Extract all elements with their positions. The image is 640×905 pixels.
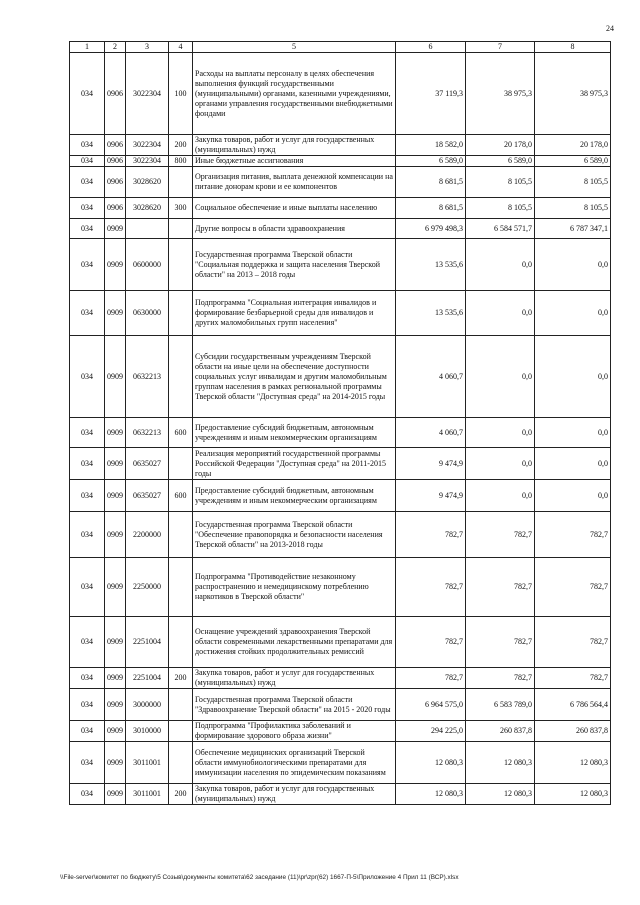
cell-description: Иные бюджетные ассигнования [193,156,396,167]
cell-description: Субсидии государственным учреждениям Тверской области на иные цели на обеспечение доступности социальных услуг инвалидам и другим маломобильным группам населения в рамках региональной программы Тверской области "Доступная среда" на 2014-2015 годы [193,336,396,418]
cell-amount-2016: 782,7 [466,617,535,668]
cell-amount-2015: 782,7 [396,512,466,558]
cell-expense-type [169,742,193,784]
cell-amount-2017: 38 975,3 [535,53,611,135]
cell-target-article: 0632213 [126,418,169,448]
cell-expense-type [169,689,193,721]
cell-amount-2017: 0,0 [535,239,611,291]
cell-grbs: 034 [70,668,105,689]
cell-amount-2016: 782,7 [466,558,535,617]
cell-amount-2017: 0,0 [535,418,611,448]
col-header-3: 3 [126,42,169,53]
cell-expense-type [169,617,193,668]
table-row [70,448,611,480]
col-header-6: 6 [396,42,466,53]
cell-description: Подпрограмма "Профилактика заболеваний и формирование здорового образа жизни" [193,721,396,742]
cell-amount-2015: 782,7 [396,668,466,689]
cell-expense-type: 600 [169,480,193,512]
cell-expense-type [169,167,193,198]
cell-expense-type: 200 [169,784,193,805]
cell-section: 0906 [105,167,126,198]
cell-description: Организация питания, выплата денежной компенсации на питание донорам крови и ее компонентов [193,167,396,198]
cell-amount-2016: 6 584 571,7 [466,219,535,239]
cell-amount-2015: 4 060,7 [396,336,466,418]
cell-grbs: 034 [70,336,105,418]
cell-description: Реализация мероприятий государственной программы Российской Федерации "Доступная среда" на 2011-2015 годы [193,448,396,480]
cell-amount-2016: 0,0 [466,291,535,336]
cell-expense-type: 200 [169,668,193,689]
cell-expense-type: 200 [169,135,193,156]
cell-section: 0909 [105,689,126,721]
cell-amount-2016: 0,0 [466,336,535,418]
cell-amount-2017: 782,7 [535,558,611,617]
cell-grbs: 034 [70,480,105,512]
cell-grbs: 034 [70,689,105,721]
col-header-2: 2 [105,42,126,53]
cell-amount-2015: 13 535,6 [396,239,466,291]
cell-target-article: 3010000 [126,721,169,742]
cell-section: 0909 [105,448,126,480]
table-row [70,480,611,512]
table-row [70,617,611,668]
cell-target-article: 0630000 [126,291,169,336]
cell-expense-type [169,448,193,480]
cell-section: 0909 [105,291,126,336]
table-row [70,135,611,156]
cell-amount-2016: 38 975,3 [466,53,535,135]
cell-grbs: 034 [70,742,105,784]
cell-amount-2016: 0,0 [466,448,535,480]
table-row [70,291,611,336]
cell-description: Подпрограмма "Противодействие незаконному распространению и немедицинскому потреблению наркотиков в Тверской области" [193,558,396,617]
cell-target-article: 3022304 [126,53,169,135]
cell-amount-2015: 782,7 [396,617,466,668]
cell-grbs: 034 [70,135,105,156]
cell-target-article [126,219,169,239]
cell-description: Предоставление субсидий бюджетным, автономным учреждениям и иным некоммерческим организациям [193,480,396,512]
cell-description: Закупка товаров, работ и услуг для государственных (муниципальных) нужд [193,784,396,805]
cell-amount-2015: 9 474,9 [396,448,466,480]
table-row [70,167,611,198]
cell-target-article: 0635027 [126,480,169,512]
cell-amount-2017: 260 837,8 [535,721,611,742]
cell-grbs: 034 [70,512,105,558]
cell-amount-2017: 782,7 [535,512,611,558]
cell-grbs: 034 [70,448,105,480]
cell-target-article: 3028620 [126,167,169,198]
cell-amount-2016: 12 080,3 [466,742,535,784]
cell-section: 0909 [105,239,126,291]
cell-amount-2016: 782,7 [466,668,535,689]
cell-description: Другие вопросы в области здравоохранения [193,219,396,239]
col-header-5: 5 [193,42,396,53]
cell-expense-type: 800 [169,156,193,167]
cell-section: 0909 [105,480,126,512]
cell-description: Социальное обеспечение и иные выплаты населению [193,198,396,219]
cell-description: Государственная программа Тверской области "Социальная поддержка и защита населения Тверской области" на 2013 – 2018 годы [193,239,396,291]
cell-target-article: 3022304 [126,156,169,167]
cell-grbs: 034 [70,53,105,135]
cell-expense-type: 600 [169,418,193,448]
table-row [70,721,611,742]
cell-description: Оснащение учреждений здравоохранения Тверской области современными лекарственными препаратами для достижения стойких продолжительных ремиссий [193,617,396,668]
cell-section: 0909 [105,784,126,805]
cell-expense-type [169,721,193,742]
cell-amount-2016: 12 080,3 [466,784,535,805]
cell-amount-2015: 18 582,0 [396,135,466,156]
table-body [70,42,611,805]
cell-grbs: 034 [70,198,105,219]
cell-target-article: 3011001 [126,784,169,805]
cell-target-article: 0600000 [126,239,169,291]
cell-amount-2016: 6 589,0 [466,156,535,167]
table-row [70,742,611,784]
cell-amount-2017: 0,0 [535,448,611,480]
cell-amount-2015: 37 119,3 [396,53,466,135]
cell-grbs: 034 [70,784,105,805]
table-row [70,512,611,558]
table-row [70,558,611,617]
cell-amount-2017: 20 178,0 [535,135,611,156]
cell-amount-2015: 9 474,9 [396,480,466,512]
cell-amount-2015: 8 681,5 [396,167,466,198]
budget-table [69,41,611,805]
cell-amount-2016: 260 837,8 [466,721,535,742]
cell-section: 0909 [105,336,126,418]
footer-file-path: \\File-server\комитет по бюджету\5 Созыв\документы комитета\62 заседание (11)\pr\zpr(62) 1667-П-5\Приложение 4 Прил 11 (ВСР).xlsx [60,874,459,881]
cell-expense-type [169,291,193,336]
cell-expense-type [169,558,193,617]
cell-amount-2017: 12 080,3 [535,784,611,805]
cell-amount-2016: 20 178,0 [466,135,535,156]
cell-description: Государственная программа Тверской области "Обеспечение правопорядка и безопасности населения Тверской области" на 2013-2018 годы [193,512,396,558]
col-header-4: 4 [169,42,193,53]
cell-amount-2017: 782,7 [535,668,611,689]
table-row [70,784,611,805]
cell-section: 0909 [105,558,126,617]
cell-target-article: 3011001 [126,742,169,784]
cell-grbs: 034 [70,617,105,668]
cell-amount-2015: 6 964 575,0 [396,689,466,721]
cell-amount-2017: 0,0 [535,480,611,512]
cell-section: 0906 [105,156,126,167]
cell-section: 0909 [105,742,126,784]
cell-amount-2015: 13 535,6 [396,291,466,336]
cell-amount-2017: 8 105,5 [535,167,611,198]
cell-section: 0909 [105,668,126,689]
cell-section: 0906 [105,135,126,156]
cell-amount-2015: 8 681,5 [396,198,466,219]
cell-target-article: 3022304 [126,135,169,156]
cell-amount-2016: 0,0 [466,480,535,512]
cell-section: 0906 [105,198,126,219]
cell-section: 0906 [105,53,126,135]
cell-target-article: 2250000 [126,558,169,617]
cell-amount-2015: 12 080,3 [396,742,466,784]
cell-amount-2017: 782,7 [535,617,611,668]
cell-amount-2017: 12 080,3 [535,742,611,784]
cell-amount-2017: 8 105,5 [535,198,611,219]
cell-amount-2017: 0,0 [535,291,611,336]
cell-grbs: 034 [70,167,105,198]
cell-grbs: 034 [70,558,105,617]
cell-amount-2015: 6 979 498,3 [396,219,466,239]
cell-amount-2016: 8 105,5 [466,167,535,198]
cell-expense-type: 300 [169,198,193,219]
cell-target-article: 0632213 [126,336,169,418]
cell-section: 0909 [105,721,126,742]
table-row [70,198,611,219]
cell-description: Подпрограмма "Социальная интеграция инвалидов и формирование безбарьерной среды для инвалидов и других маломобильных групп населения" [193,291,396,336]
cell-amount-2015: 12 080,3 [396,784,466,805]
cell-grbs: 034 [70,418,105,448]
cell-amount-2016: 782,7 [466,512,535,558]
cell-expense-type [169,512,193,558]
cell-amount-2017: 6 589,0 [535,156,611,167]
cell-grbs: 034 [70,291,105,336]
cell-amount-2015: 4 060,7 [396,418,466,448]
cell-target-article: 0635027 [126,448,169,480]
cell-section: 0909 [105,617,126,668]
cell-amount-2016: 0,0 [466,239,535,291]
cell-expense-type [169,239,193,291]
cell-amount-2015: 6 589,0 [396,156,466,167]
cell-expense-type: 100 [169,53,193,135]
cell-expense-type [169,336,193,418]
table-row [70,668,611,689]
cell-amount-2015: 294 225,0 [396,721,466,742]
cell-section: 0909 [105,418,126,448]
cell-description: Обеспечение медицинских организаций Тверской области иммунобиологическими препаратами для иммунизации населения по эпидемическим показаниям [193,742,396,784]
cell-description: Закупка товаров, работ и услуг для государственных (муниципальных) нужд [193,668,396,689]
cell-amount-2016: 0,0 [466,418,535,448]
cell-description: Предоставление субсидий бюджетным, автономным учреждениям и иным некоммерческим организациям [193,418,396,448]
cell-description: Закупка товаров, работ и услуг для государственных (муниципальных) нужд [193,135,396,156]
cell-description: Государственная программа Тверской области "Здравоохранение Тверской области" на 2015 - 2020 годы [193,689,396,721]
table-row [70,219,611,239]
cell-target-article: 2251004 [126,668,169,689]
cell-grbs: 034 [70,219,105,239]
cell-grbs: 034 [70,721,105,742]
table-row [70,336,611,418]
cell-grbs: 034 [70,156,105,167]
table-row [70,156,611,167]
cell-target-article: 2200000 [126,512,169,558]
table-row [70,239,611,291]
cell-target-article: 2251004 [126,617,169,668]
col-header-7: 7 [466,42,535,53]
cell-description: Расходы на выплаты персоналу в целях обеспечения выполнения функций государственными (муниципальными) органами, казенными учреждениями, органами управления государственными внебюджетными фондами [193,53,396,135]
table-row [70,53,611,135]
cell-target-article: 3028620 [126,198,169,219]
cell-section: 0909 [105,219,126,239]
cell-amount-2017: 0,0 [535,336,611,418]
col-header-8: 8 [535,42,611,53]
cell-amount-2016: 8 105,5 [466,198,535,219]
col-header-1: 1 [70,42,105,53]
cell-amount-2017: 6 787 347,1 [535,219,611,239]
page-number: 24 [606,24,614,33]
cell-section: 0909 [105,512,126,558]
cell-grbs: 034 [70,239,105,291]
cell-target-article: 3000000 [126,689,169,721]
header-row [70,42,611,53]
cell-amount-2017: 6 786 564,4 [535,689,611,721]
table-row [70,689,611,721]
cell-amount-2015: 782,7 [396,558,466,617]
table-row [70,418,611,448]
cell-expense-type [169,219,193,239]
cell-amount-2016: 6 583 789,0 [466,689,535,721]
